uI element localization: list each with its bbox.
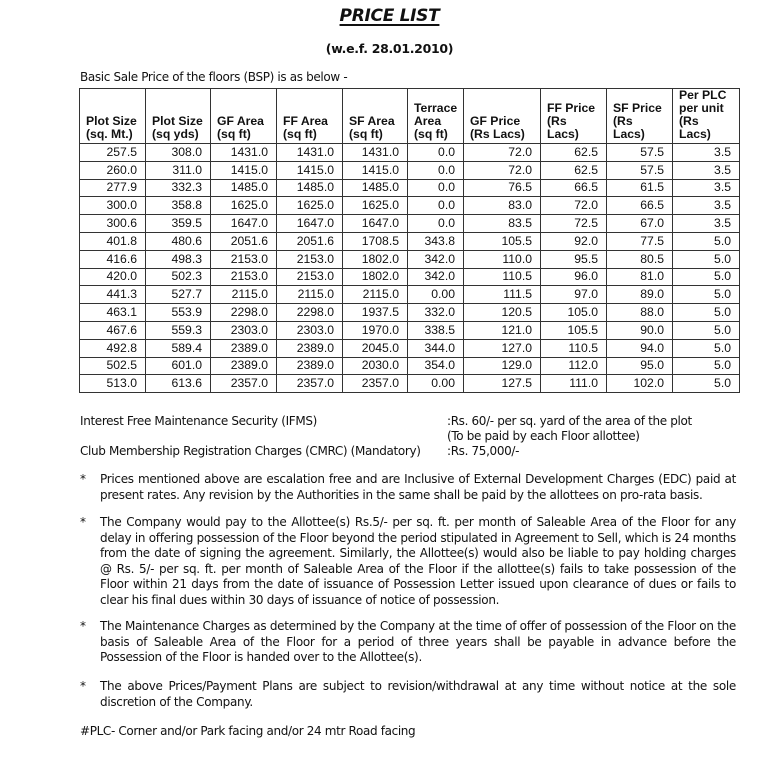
table-cell: 120.5 — [464, 304, 541, 322]
table-cell: 5.0 — [673, 321, 740, 339]
table-cell: 2357.0 — [343, 375, 408, 393]
table-cell: 354.0 — [408, 357, 464, 375]
table-cell: 2357.0 — [277, 375, 343, 393]
table-cell: 467.6 — [80, 321, 146, 339]
table-row — [80, 304, 740, 322]
column-header-line: Area — [414, 114, 442, 128]
price-table-header — [80, 89, 740, 144]
column-header-line: (sq. Mt.) — [86, 127, 133, 141]
column-header — [673, 89, 740, 144]
price-table — [79, 88, 740, 393]
table-cell: 88.0 — [607, 304, 673, 322]
table-cell: 332.3 — [146, 179, 211, 197]
table-cell: 480.6 — [146, 232, 211, 250]
table-cell: 96.0 — [541, 268, 607, 286]
table-cell: 498.3 — [146, 250, 211, 268]
table-cell: 342.0 — [408, 268, 464, 286]
table-cell: 67.0 — [607, 215, 673, 233]
note-text: The above Prices/Payment Plans are subject to revision/withdrawal at any time without notice at the sole discretion of the Company. — [100, 679, 736, 709]
note-text: The Company would pay to the Allottee(s) Rs.5/- per sq. ft. per month of Saleable Area of the Floor for any delay in offering possession of the Floor beyond the period stipulated in Agreement to Sell, which is 24 months from the date of signing the agreement. Similarly, the Allottee(s) would also be liable to pay holding charges @ Rs. 5/- per sq. ft. per month of Saleable Area of the Floor if the allottee(s) fails to take possession of the Floor within 21 days from the date of issuance of Possession Letter issued upon clearance of dues or fails to clear his final dues within 30 days of issuance of notice of possession. — [100, 515, 736, 607]
table-cell: 1625.0 — [211, 197, 277, 215]
table-cell: 1485.0 — [277, 179, 343, 197]
table-cell: 1970.0 — [343, 321, 408, 339]
table-cell: 72.0 — [541, 197, 607, 215]
table-cell: 62.5 — [541, 161, 607, 179]
column-header — [80, 89, 146, 144]
table-cell: 121.0 — [464, 321, 541, 339]
bullet-star: * — [80, 472, 86, 486]
table-cell: 401.8 — [80, 232, 146, 250]
table-cell: 260.0 — [80, 161, 146, 179]
table-cell: 277.9 — [80, 179, 146, 197]
table-cell: 2153.0 — [211, 250, 277, 268]
table-cell: 0.0 — [408, 161, 464, 179]
table-row — [80, 339, 740, 357]
table-cell: 3.5 — [673, 144, 740, 162]
ifms-value-note: (To be paid by each Floor allottee) — [447, 429, 640, 443]
column-header-line: (sq yds) — [152, 127, 199, 141]
table-cell: 2045.0 — [343, 339, 408, 357]
table-cell: 359.5 — [146, 215, 211, 233]
table-cell: 344.0 — [408, 339, 464, 357]
table-cell: 420.0 — [80, 268, 146, 286]
table-cell: 463.1 — [80, 304, 146, 322]
table-cell: 2303.0 — [277, 321, 343, 339]
note-possession-delay — [80, 515, 736, 608]
table-cell: 77.5 — [607, 232, 673, 250]
table-cell: 112.0 — [541, 357, 607, 375]
column-header-line: Plot Size — [152, 114, 203, 128]
table-row — [80, 144, 740, 162]
bullet-star: * — [80, 619, 86, 633]
table-cell: 66.5 — [607, 197, 673, 215]
table-cell: 1625.0 — [343, 197, 408, 215]
table-intro: Basic Sale Price of the floors (BSP) is as below - — [80, 70, 348, 84]
table-cell: 0.0 — [408, 179, 464, 197]
table-cell: 342.0 — [408, 250, 464, 268]
table-row — [80, 197, 740, 215]
column-header — [277, 89, 343, 144]
table-cell: 1431.0 — [277, 144, 343, 162]
note-revision — [80, 679, 736, 710]
table-row — [80, 179, 740, 197]
column-header — [464, 89, 541, 144]
table-cell: 1415.0 — [211, 161, 277, 179]
note-text: The Maintenance Charges as determined by the Company at the time of offer of possession of the Floor on the basis of Saleable Area of the Floor for a period of three years shall be payable in advance before the Possession of the Floor is handed over to the Allottee(s). — [100, 619, 736, 664]
table-cell: 1937.5 — [343, 304, 408, 322]
table-cell: 441.3 — [80, 286, 146, 304]
table-cell: 1485.0 — [211, 179, 277, 197]
table-cell: 416.6 — [80, 250, 146, 268]
table-cell: 513.0 — [80, 375, 146, 393]
table-cell: 2051.6 — [211, 232, 277, 250]
table-cell: 1485.0 — [343, 179, 408, 197]
table-cell: 90.0 — [607, 321, 673, 339]
table-cell: 5.0 — [673, 268, 740, 286]
table-cell: 95.5 — [541, 250, 607, 268]
table-cell: 492.8 — [80, 339, 146, 357]
column-header — [541, 89, 607, 144]
column-header-line: per unit — [679, 101, 724, 115]
table-cell: 110.5 — [541, 339, 607, 357]
cmrc-value: :Rs. 75,000/- — [447, 444, 520, 458]
table-cell: 2153.0 — [277, 268, 343, 286]
table-cell: 2298.0 — [211, 304, 277, 322]
column-header — [343, 89, 408, 144]
column-header — [146, 89, 211, 144]
table-cell: 0.00 — [408, 286, 464, 304]
table-cell: 343.8 — [408, 232, 464, 250]
note-maintenance — [80, 619, 736, 666]
table-cell: 57.5 — [607, 161, 673, 179]
table-cell: 358.8 — [146, 197, 211, 215]
column-header-line: (Rs Lacs) — [679, 114, 711, 141]
column-header-line: (sq ft) — [349, 127, 383, 141]
column-header-line: GF Price — [470, 114, 521, 128]
table-cell: 5.0 — [673, 304, 740, 322]
ifms-value: :Rs. 60/- per sq. yard of the area of the plot — [447, 414, 692, 428]
page-title — [0, 6, 779, 26]
table-row — [80, 215, 740, 233]
table-cell: 127.0 — [464, 339, 541, 357]
cmrc-label: Club Membership Registration Charges (CMRC) (Mandatory) — [80, 444, 421, 458]
table-cell: 589.4 — [146, 339, 211, 357]
table-cell: 1647.0 — [343, 215, 408, 233]
table-cell: 1708.5 — [343, 232, 408, 250]
table-cell: 332.0 — [408, 304, 464, 322]
table-cell: 257.5 — [80, 144, 146, 162]
column-header-line: (Rs Lacs) — [613, 114, 645, 141]
table-cell: 57.5 — [607, 144, 673, 162]
table-cell: 527.7 — [146, 286, 211, 304]
table-cell: 5.0 — [673, 375, 740, 393]
table-cell: 1802.0 — [343, 268, 408, 286]
column-header-line: (Rs Lacs) — [547, 114, 579, 141]
table-cell: 76.5 — [464, 179, 541, 197]
table-cell: 2389.0 — [211, 357, 277, 375]
table-cell: 2389.0 — [277, 357, 343, 375]
bullet-star: * — [80, 679, 86, 693]
table-cell: 62.5 — [541, 144, 607, 162]
table-cell: 5.0 — [673, 286, 740, 304]
table-cell: 300.0 — [80, 197, 146, 215]
plc-footnote: #PLC- Corner and/or Park facing and/or 24 mtr Road facing — [80, 724, 416, 738]
column-header-line: SF Price — [613, 101, 662, 115]
table-cell: 1415.0 — [343, 161, 408, 179]
table-cell: 311.0 — [146, 161, 211, 179]
table-cell: 502.5 — [80, 357, 146, 375]
table-cell: 129.0 — [464, 357, 541, 375]
table-cell: 94.0 — [607, 339, 673, 357]
table-cell: 553.9 — [146, 304, 211, 322]
table-cell: 1625.0 — [277, 197, 343, 215]
table-cell: 1802.0 — [343, 250, 408, 268]
table-cell: 81.0 — [607, 268, 673, 286]
table-cell: 2303.0 — [211, 321, 277, 339]
table-row — [80, 357, 740, 375]
table-cell: 72.0 — [464, 144, 541, 162]
table-cell: 338.5 — [408, 321, 464, 339]
table-cell: 2051.6 — [277, 232, 343, 250]
column-header-line: Per PLC — [679, 88, 727, 102]
column-header-line: GF Area — [217, 114, 264, 128]
header-row — [80, 89, 740, 144]
table-cell: 601.0 — [146, 357, 211, 375]
table-cell: 3.5 — [673, 197, 740, 215]
table-cell: 5.0 — [673, 232, 740, 250]
table-cell: 5.0 — [673, 357, 740, 375]
table-cell: 0.0 — [408, 197, 464, 215]
price-table-body — [80, 144, 740, 393]
column-header-line: (Rs Lacs) — [470, 127, 525, 141]
table-cell: 2389.0 — [211, 339, 277, 357]
table-row — [80, 232, 740, 250]
table-cell: 1647.0 — [211, 215, 277, 233]
table-cell: 0.0 — [408, 215, 464, 233]
ifms-label: Interest Free Maintenance Security (IFMS) — [80, 414, 317, 428]
table-cell: 2115.0 — [211, 286, 277, 304]
table-cell: 559.3 — [146, 321, 211, 339]
table-cell: 92.0 — [541, 232, 607, 250]
table-cell: 1431.0 — [343, 144, 408, 162]
table-cell: 3.5 — [673, 161, 740, 179]
column-header-line: Terrace — [414, 101, 458, 115]
table-row — [80, 161, 740, 179]
column-header-line: (sq ft) — [414, 127, 448, 141]
table-cell: 127.5 — [464, 375, 541, 393]
table-cell: 66.5 — [541, 179, 607, 197]
effective-date: (w.e.f. 28.01.2010) — [325, 41, 454, 56]
table-cell: 105.5 — [464, 232, 541, 250]
table-cell: 97.0 — [541, 286, 607, 304]
table-cell: 95.0 — [607, 357, 673, 375]
table-cell: 502.3 — [146, 268, 211, 286]
column-header-line: Plot Size — [86, 114, 137, 128]
table-cell: 83.5 — [464, 215, 541, 233]
table-cell: 3.5 — [673, 179, 740, 197]
table-cell: 83.0 — [464, 197, 541, 215]
column-header — [607, 89, 673, 144]
table-cell: 2389.0 — [277, 339, 343, 357]
table-cell: 2357.0 — [211, 375, 277, 393]
table-cell: 613.6 — [146, 375, 211, 393]
table-cell: 2030.0 — [343, 357, 408, 375]
table-cell: 1431.0 — [211, 144, 277, 162]
table-row — [80, 375, 740, 393]
table-cell: 61.5 — [607, 179, 673, 197]
note-escalation — [80, 472, 736, 503]
table-cell: 1415.0 — [277, 161, 343, 179]
table-row — [80, 268, 740, 286]
table-cell: 5.0 — [673, 339, 740, 357]
table-cell: 105.0 — [541, 304, 607, 322]
table-cell: 5.0 — [673, 250, 740, 268]
column-header-line: SF Area — [349, 114, 395, 128]
table-cell: 111.5 — [464, 286, 541, 304]
table-row — [80, 321, 740, 339]
page-title-text: PRICE LIST — [339, 6, 440, 26]
table-cell: 72.5 — [541, 215, 607, 233]
table-cell: 300.6 — [80, 215, 146, 233]
column-header-line: (sq ft) — [217, 127, 251, 141]
table-cell: 0.00 — [408, 375, 464, 393]
table-cell: 3.5 — [673, 215, 740, 233]
table-cell: 110.5 — [464, 268, 541, 286]
table-cell: 2153.0 — [277, 250, 343, 268]
table-cell: 111.0 — [541, 375, 607, 393]
note-text: Prices mentioned above are escalation free and are Inclusive of External Development Charges (EDC) paid at present rates. Any revision by the Authorities in the same shall be paid by the allottees on pro-rata basis. — [100, 472, 736, 502]
table-cell: 80.5 — [607, 250, 673, 268]
table-cell: 308.0 — [146, 144, 211, 162]
table-row — [80, 250, 740, 268]
table-cell: 110.0 — [464, 250, 541, 268]
column-header — [408, 89, 464, 144]
column-header-line: (sq ft) — [283, 127, 317, 141]
table-cell: 72.0 — [464, 161, 541, 179]
column-header-line: FF Area — [283, 114, 328, 128]
table-cell: 105.5 — [541, 321, 607, 339]
table-cell: 2115.0 — [277, 286, 343, 304]
bullet-star: * — [80, 515, 86, 529]
table-cell: 2115.0 — [343, 286, 408, 304]
table-cell: 0.0 — [408, 144, 464, 162]
table-cell: 2153.0 — [211, 268, 277, 286]
table-cell: 102.0 — [607, 375, 673, 393]
table-cell: 2298.0 — [277, 304, 343, 322]
table-row — [80, 286, 740, 304]
table-cell: 1647.0 — [277, 215, 343, 233]
column-header — [211, 89, 277, 144]
table-cell: 89.0 — [607, 286, 673, 304]
column-header-line: FF Price — [547, 101, 596, 115]
